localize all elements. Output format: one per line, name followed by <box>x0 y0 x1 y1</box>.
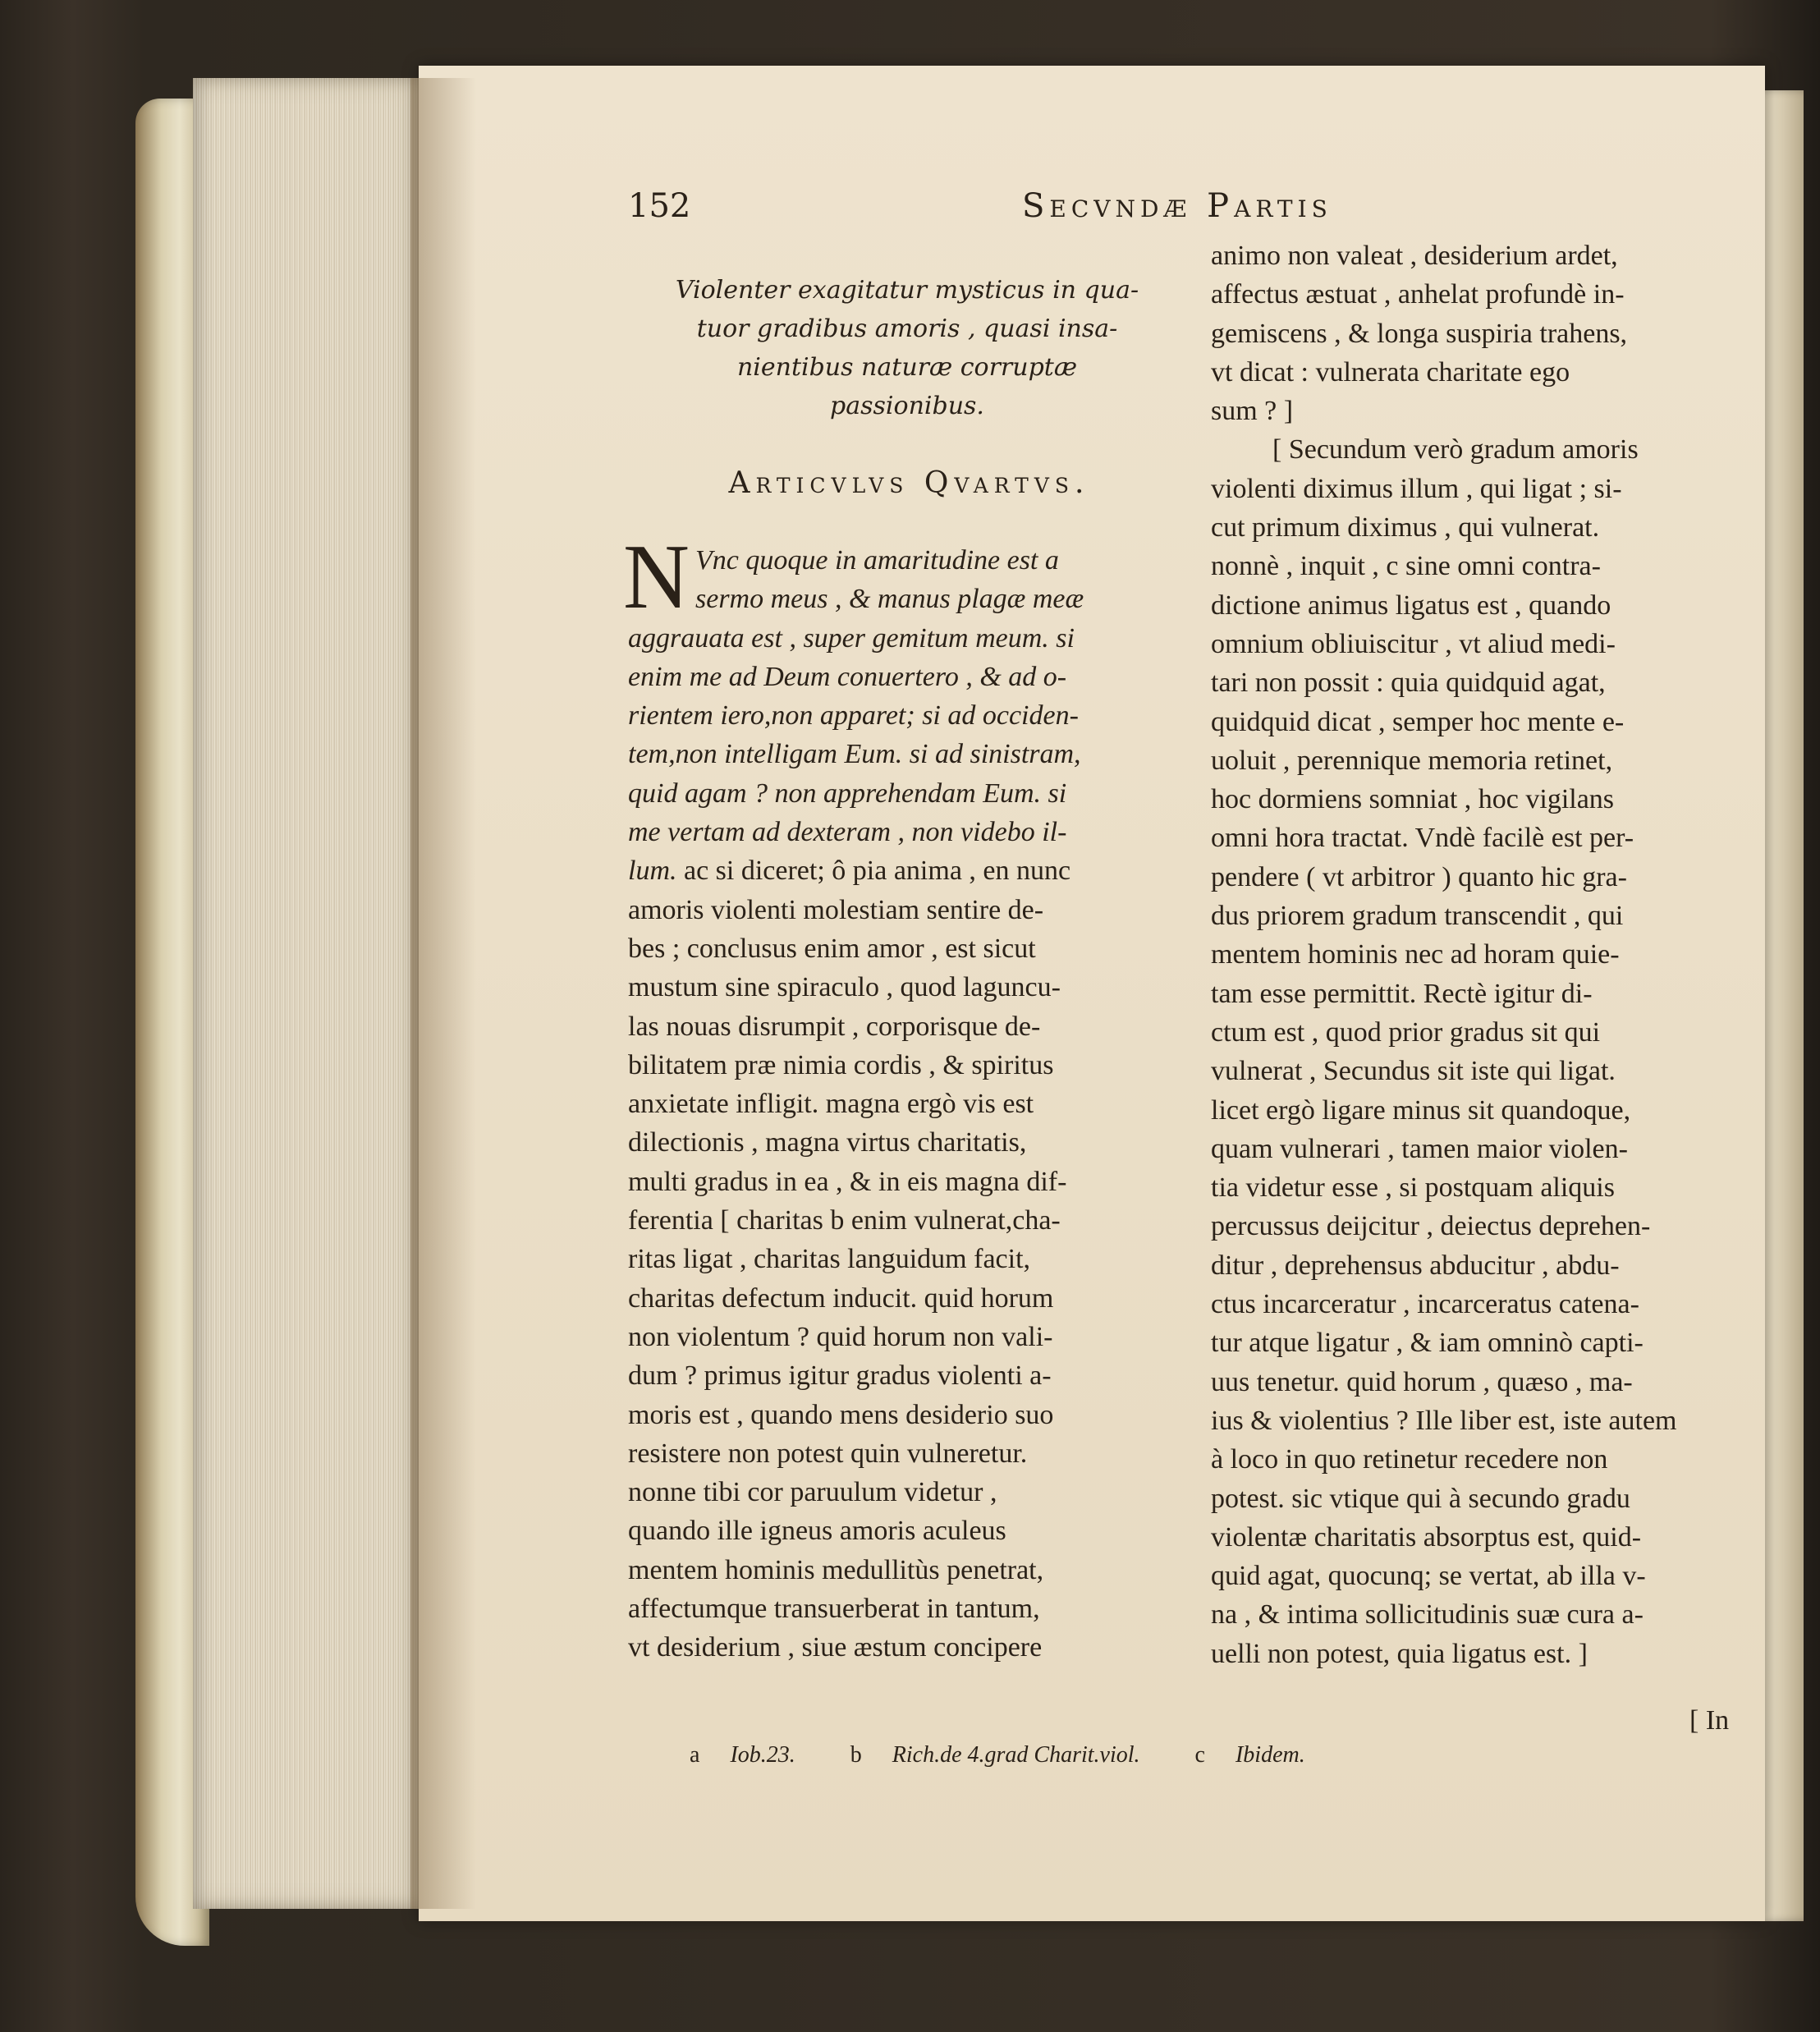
text-line: ius & violentius ? Ille liber est, iste autem <box>1211 1405 1677 1436</box>
text-line: dus priorem gradum transcendit , qui <box>1211 901 1624 932</box>
text-line: nonnè , inquit , c sine omni contra- <box>1211 551 1601 582</box>
article-heading: Articvlvs Qvartvs. <box>728 466 1090 500</box>
text-line: tem,non intelligam Eum. si ad sinistram, <box>628 739 1081 770</box>
text-line: gemiscens , & longa suspiria trahens, <box>1211 318 1628 349</box>
summary-line: Violenter exagitatur mysticus in qua- <box>675 276 1139 305</box>
text-line: ctum est , quod prior gradus sit qui <box>1211 1016 1601 1048</box>
text-line: à loco in quo retinetur recedere non <box>1211 1444 1608 1475</box>
text-line: uus tenetur. quid horum , quæso , ma- <box>1211 1366 1633 1397</box>
text-line: vt dicat : vulnerata charitate ego <box>1211 356 1570 388</box>
footnote-text: Iob.23. <box>730 1742 795 1768</box>
text-line: ditur , deprehensus abducitur , abdu- <box>1211 1250 1620 1281</box>
summary-line: tuor gradibus amoris , quasi insa- <box>696 314 1118 343</box>
text-line: mentem hominis medullitùs penetrat, <box>628 1554 1044 1585</box>
text-line: vt desiderium , siue æstum concipere <box>628 1632 1043 1663</box>
text-line: rientem iero,non apparet; si ad occiden- <box>628 700 1079 732</box>
text-line: quid agat, quocunq; se vertat, ab illa v- <box>1211 1561 1646 1592</box>
text-line: omnium obliuiscitur , vt aliud medi- <box>1211 628 1616 659</box>
text-line: aggrauata est , super gemitum meum. si <box>628 622 1075 654</box>
catchword: [ In <box>1689 1705 1730 1736</box>
text-line: animo non valeat , desiderium ardet, <box>1211 241 1618 271</box>
right-column <box>1211 236 1744 1673</box>
left-column <box>623 271 1190 1667</box>
text-line: quando ille igneus amoris aculeus <box>628 1516 1006 1547</box>
text-line: dum ? primus igitur gradus violenti a- <box>628 1360 1052 1392</box>
text-fragment-italic: lum. <box>628 855 677 887</box>
footnote-a <box>690 1742 820 1768</box>
text-line: sum ? ] <box>1211 396 1294 427</box>
text-line: me vertam ad dexteram , non videbo il- <box>628 817 1067 848</box>
text-line: ctus incarceratur , incarceratus catena- <box>1211 1289 1639 1320</box>
text-line <box>628 851 1190 890</box>
text-line: non violentum ? quid horum non vali- <box>628 1321 1053 1352</box>
text-line: amoris violenti molestiam sentire de- <box>628 894 1044 925</box>
footnote-text: Ibidem. <box>1235 1742 1305 1768</box>
text-line: quam vulnerari , tamen maior violen- <box>1211 1133 1628 1164</box>
text-line: bes ; conclusus enim amor , est sicut <box>628 933 1036 964</box>
running-head: Secvndæ Partis <box>1022 187 1332 225</box>
text-fragment-roman: ac si diceret; ô pia anima , en nunc <box>676 855 1071 887</box>
text-line: sermo meus , & manus plagæ meæ <box>695 584 1084 615</box>
text-line: las nouas disrumpit , corporisque de- <box>628 1011 1041 1042</box>
text-line: tur atque ligatur , & iam omninò capti- <box>1211 1328 1644 1359</box>
text-line: resistere non potest quin vulneretur. <box>628 1438 1028 1469</box>
text-line: affectumque transuerberat in tantum, <box>628 1594 1040 1625</box>
text-line: tia videtur esse , si postquam aliquis <box>1211 1172 1615 1204</box>
page-header <box>628 187 1736 236</box>
footnote-c <box>1195 1742 1330 1768</box>
text-line: Vnc quoque in amaritudine est a <box>695 545 1059 576</box>
text-line: nonne tibi cor paruulum videtur , <box>628 1477 997 1508</box>
text-line: multi gradus in ea , & in eis magna dif- <box>628 1166 1067 1197</box>
footnote-label: c <box>1194 1742 1205 1768</box>
page-number: 152 <box>628 187 691 225</box>
text-line: tari non possit : quia quidquid agat, <box>1211 667 1606 699</box>
text-line: vulnerat , Secundus sit iste qui ligat. <box>1211 1056 1616 1087</box>
text-line: anxietate infligit. magna ergò vis est <box>628 1089 1034 1120</box>
footnote-label: a <box>690 1742 700 1768</box>
text-line: cut primum diximus , qui vulnerat. <box>1211 512 1600 544</box>
text-line: enim me ad Deum conuertero , & ad o- <box>628 661 1067 692</box>
chapter-summary <box>628 271 1186 425</box>
footnote-text: Rich.de 4.grad Charit.viol. <box>892 1742 1140 1768</box>
text-line: potest. sic vtique qui à secundo gradu <box>1211 1483 1630 1514</box>
text-line: uoluit , perennique memoria retinet, <box>1211 745 1613 776</box>
summary-line: passionibus. <box>830 392 984 420</box>
text-line: quidquid dicat , semper hoc mente e- <box>1211 706 1625 737</box>
page-block-edges <box>193 78 431 1909</box>
footnote-label: b <box>850 1742 862 1768</box>
footnote-b <box>850 1742 1165 1768</box>
text-line: tam esse permittit. Rectè igitur di- <box>1211 978 1593 1009</box>
text-line: pendere ( vt arbitror ) quanto hic gra- <box>1211 861 1627 892</box>
text-line: uelli non potest, quia ligatus est. ] <box>1211 1638 1588 1669</box>
text-line: omni hora tractat. Vndè facilè est per- <box>1211 823 1634 854</box>
summary-line: nientibus naturæ corruptæ <box>736 353 1078 382</box>
text-line: ritas ligat , charitas languidum facit, <box>628 1244 1031 1275</box>
text-line: violenti diximus illum , qui ligat ; si- <box>1211 473 1622 504</box>
text-line: affectus æstuat , anhelat profundè in- <box>1211 279 1625 310</box>
text-line: na , & intima sollicitudinis suæ cura a- <box>1211 1599 1644 1631</box>
footnotes <box>690 1742 1757 1768</box>
main-text-left <box>623 526 1190 1667</box>
text-line: moris est , quando mens desiderio suo <box>628 1399 1054 1430</box>
text-line: hoc dormiens somniat , hoc vigilans <box>1211 784 1615 815</box>
text-line: mustum sine spiraculo , quod laguncu- <box>628 972 1061 1003</box>
gutter-shadow <box>410 78 476 1909</box>
drop-capital: N <box>623 526 690 628</box>
text-line: licet ergò ligare minus sit quandoque, <box>1211 1094 1631 1126</box>
text-line: mentem hominis nec ad horam quie- <box>1211 939 1620 970</box>
text-line: quid agam ? non apprehendam Eum. si <box>628 777 1067 809</box>
text-line: violentæ charitatis absorptus est, quid- <box>1211 1521 1642 1553</box>
text-line: ferentia [ charitas b enim vulnerat,cha- <box>628 1205 1061 1236</box>
text-line: bilitatem præ nimia cordis , & spiritus <box>628 1049 1054 1080</box>
text-line: [ Secundum verò gradum amoris <box>1272 434 1639 466</box>
text-line: percussus deijcitur , deiectus deprehen- <box>1211 1211 1651 1242</box>
text-line: dictione animus ligatus est , quando <box>1211 589 1611 621</box>
text-line: charitas defectum inducit. quid horum <box>628 1282 1054 1314</box>
text-line: dilectionis , magna virtus charitatis, <box>628 1127 1027 1158</box>
